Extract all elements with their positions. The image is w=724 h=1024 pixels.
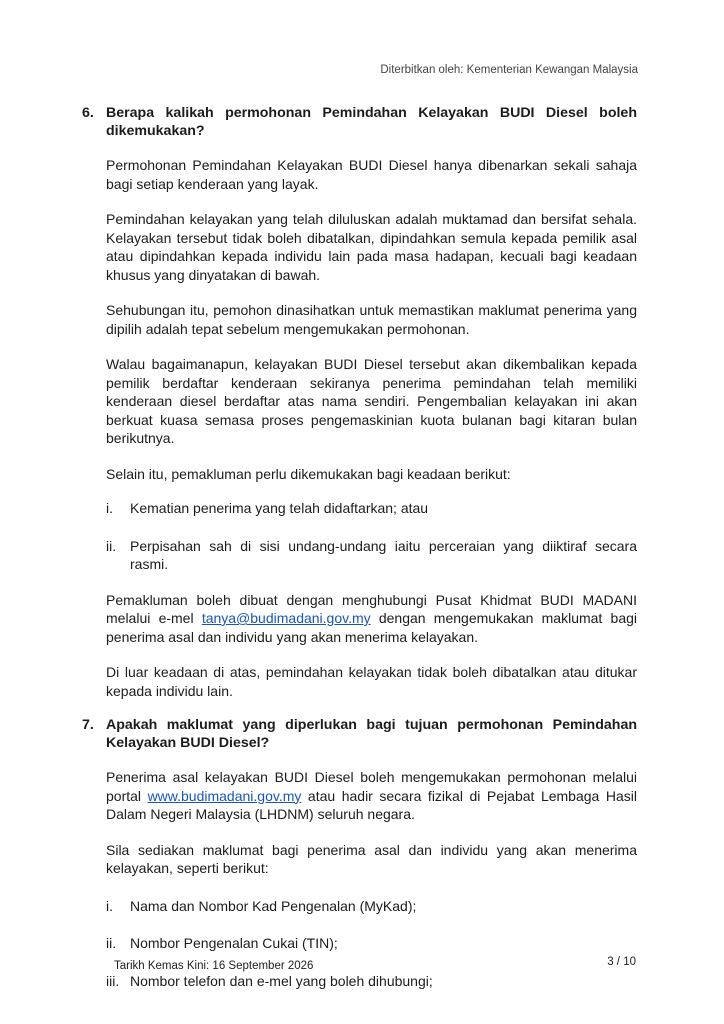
section-6-paragraph-2: Pemindahan kelayakan yang telah diluluskan adalah muktamad dan bersifat sehala. Kelayakan tersebut tidak boleh dibatalkan, dipindahkan semula kepada pemilik asal atau dipindahkan kepada individu lain pada masa hadapan, kecuali bagi keadaan khusus yang dinyatakan di bawah. — [106, 211, 637, 283]
list-text: Kematian penerima yang telah didaftarkan; atau — [130, 500, 429, 516]
section-6-number: 6. — [82, 105, 94, 121]
section-6-paragraph-3: Sehubungan itu, pemohon dinasihatkan untuk memastikan maklumat penerima yang dipilih adalah tepat sebelum mengemukakan permohonan. — [106, 302, 637, 337]
section-7-paragraph-2: Sila sediakan maklumat bagi penerima asal dan individu yang akan menerima kelayakan, seperti berikut: — [106, 841, 637, 876]
publisher-header: Diterbitkan oleh: Kementerian Kewangan Malaysia — [380, 64, 638, 76]
list-item — [106, 499, 637, 518]
section-6-heading: Berapa kalikah permohonan Pemindahan Kelayakan BUDI Diesel boleh dikemukakan? — [106, 105, 637, 139]
list-item — [106, 897, 637, 916]
list-text: Perpisahan sah di sisi undang-undang iaitu perceraian yang diiktiraf secara rasmi. — [130, 537, 637, 572]
page-number: 3 / 10 — [607, 956, 636, 968]
email-outro-text: dengan mengemukakan maklumat bagi penerima asal dan individu yang akan menerima kelayakan. — [106, 610, 638, 645]
section-6-paragraph-6 — [106, 591, 637, 647]
list-marker: i. — [106, 500, 113, 516]
email-intro-text: Pemakluman boleh dibuat dengan menghubungi Pusat Khidmat BUDI MADANI melalui e-mel — [106, 591, 637, 626]
portal-outro-text: atau hadir secara fizikal di Pejabat Lembaga Hasil Dalam Negeri Malaysia (LHDNM) seluruh negara. — [106, 787, 637, 822]
section-6-paragraph-7: Di luar keadaan di atas, pemindahan kelayakan tidak boleh dibatalkan atau ditukar kepada individu lain. — [106, 664, 637, 699]
section-7-title — [82, 716, 637, 752]
email-link[interactable]: tanya@budimadani.gov.my — [201, 610, 371, 626]
section-6-paragraph-5: Selain itu, pemakluman perlu dikemukakan bagi keadaan berikut: — [106, 465, 511, 482]
section-6-paragraph-1: Permohonan Pemindahan Kelayakan BUDI Diesel hanya dibenarkan sekali sahaja bagi setiap kenderaan yang layak. — [106, 157, 637, 192]
portal-link[interactable]: www.budimadani.gov.my — [147, 787, 302, 804]
list-item — [106, 972, 637, 991]
list-item — [106, 934, 637, 953]
section-7-paragraph-1 — [106, 768, 637, 824]
list-text: Nombor telefon dan e-mel yang boleh dihubungi; — [130, 972, 433, 989]
section-6-paragraph-4: Walau bagaimanapun, kelayakan BUDI Diesel tersebut akan dikembalikan kepada pemilik berdaftar kenderaan sekiranya penerima pemindahan telah memiliki kenderaan diesel berdaftar atas nama sendiri. Pengembalian kelayakan ini akan berkuat kuasa semasa proses pengemaskinian kuota bulanan bagi kitaran bulan berikutnya. — [106, 356, 637, 446]
list-marker: iii. — [106, 972, 120, 989]
section-7-heading: Apakah maklumat yang diperlukan bagi tujuan permohonan Pemindahan Kelayakan BUDI Diesel? — [106, 717, 637, 751]
page-content — [82, 104, 637, 990]
list-marker: i. — [106, 897, 113, 914]
list-text: Nombor Pengenalan Cukai (TIN); — [130, 935, 338, 951]
section-7-number: 7. — [82, 717, 94, 733]
section-6-title — [82, 104, 637, 140]
list-marker: ii. — [106, 537, 117, 554]
last-updated-date: Tarikh Kemas Kini: 16 September 2026 — [114, 960, 314, 972]
portal-intro-text: Penerima asal kelayakan BUDI Diesel boleh mengemukakan permohonan melalui portal — [106, 769, 637, 804]
list-item — [106, 537, 637, 574]
list-text: Nama dan Nombor Kad Pengenalan (MyKad); — [130, 897, 417, 914]
list-marker: ii. — [106, 935, 117, 951]
